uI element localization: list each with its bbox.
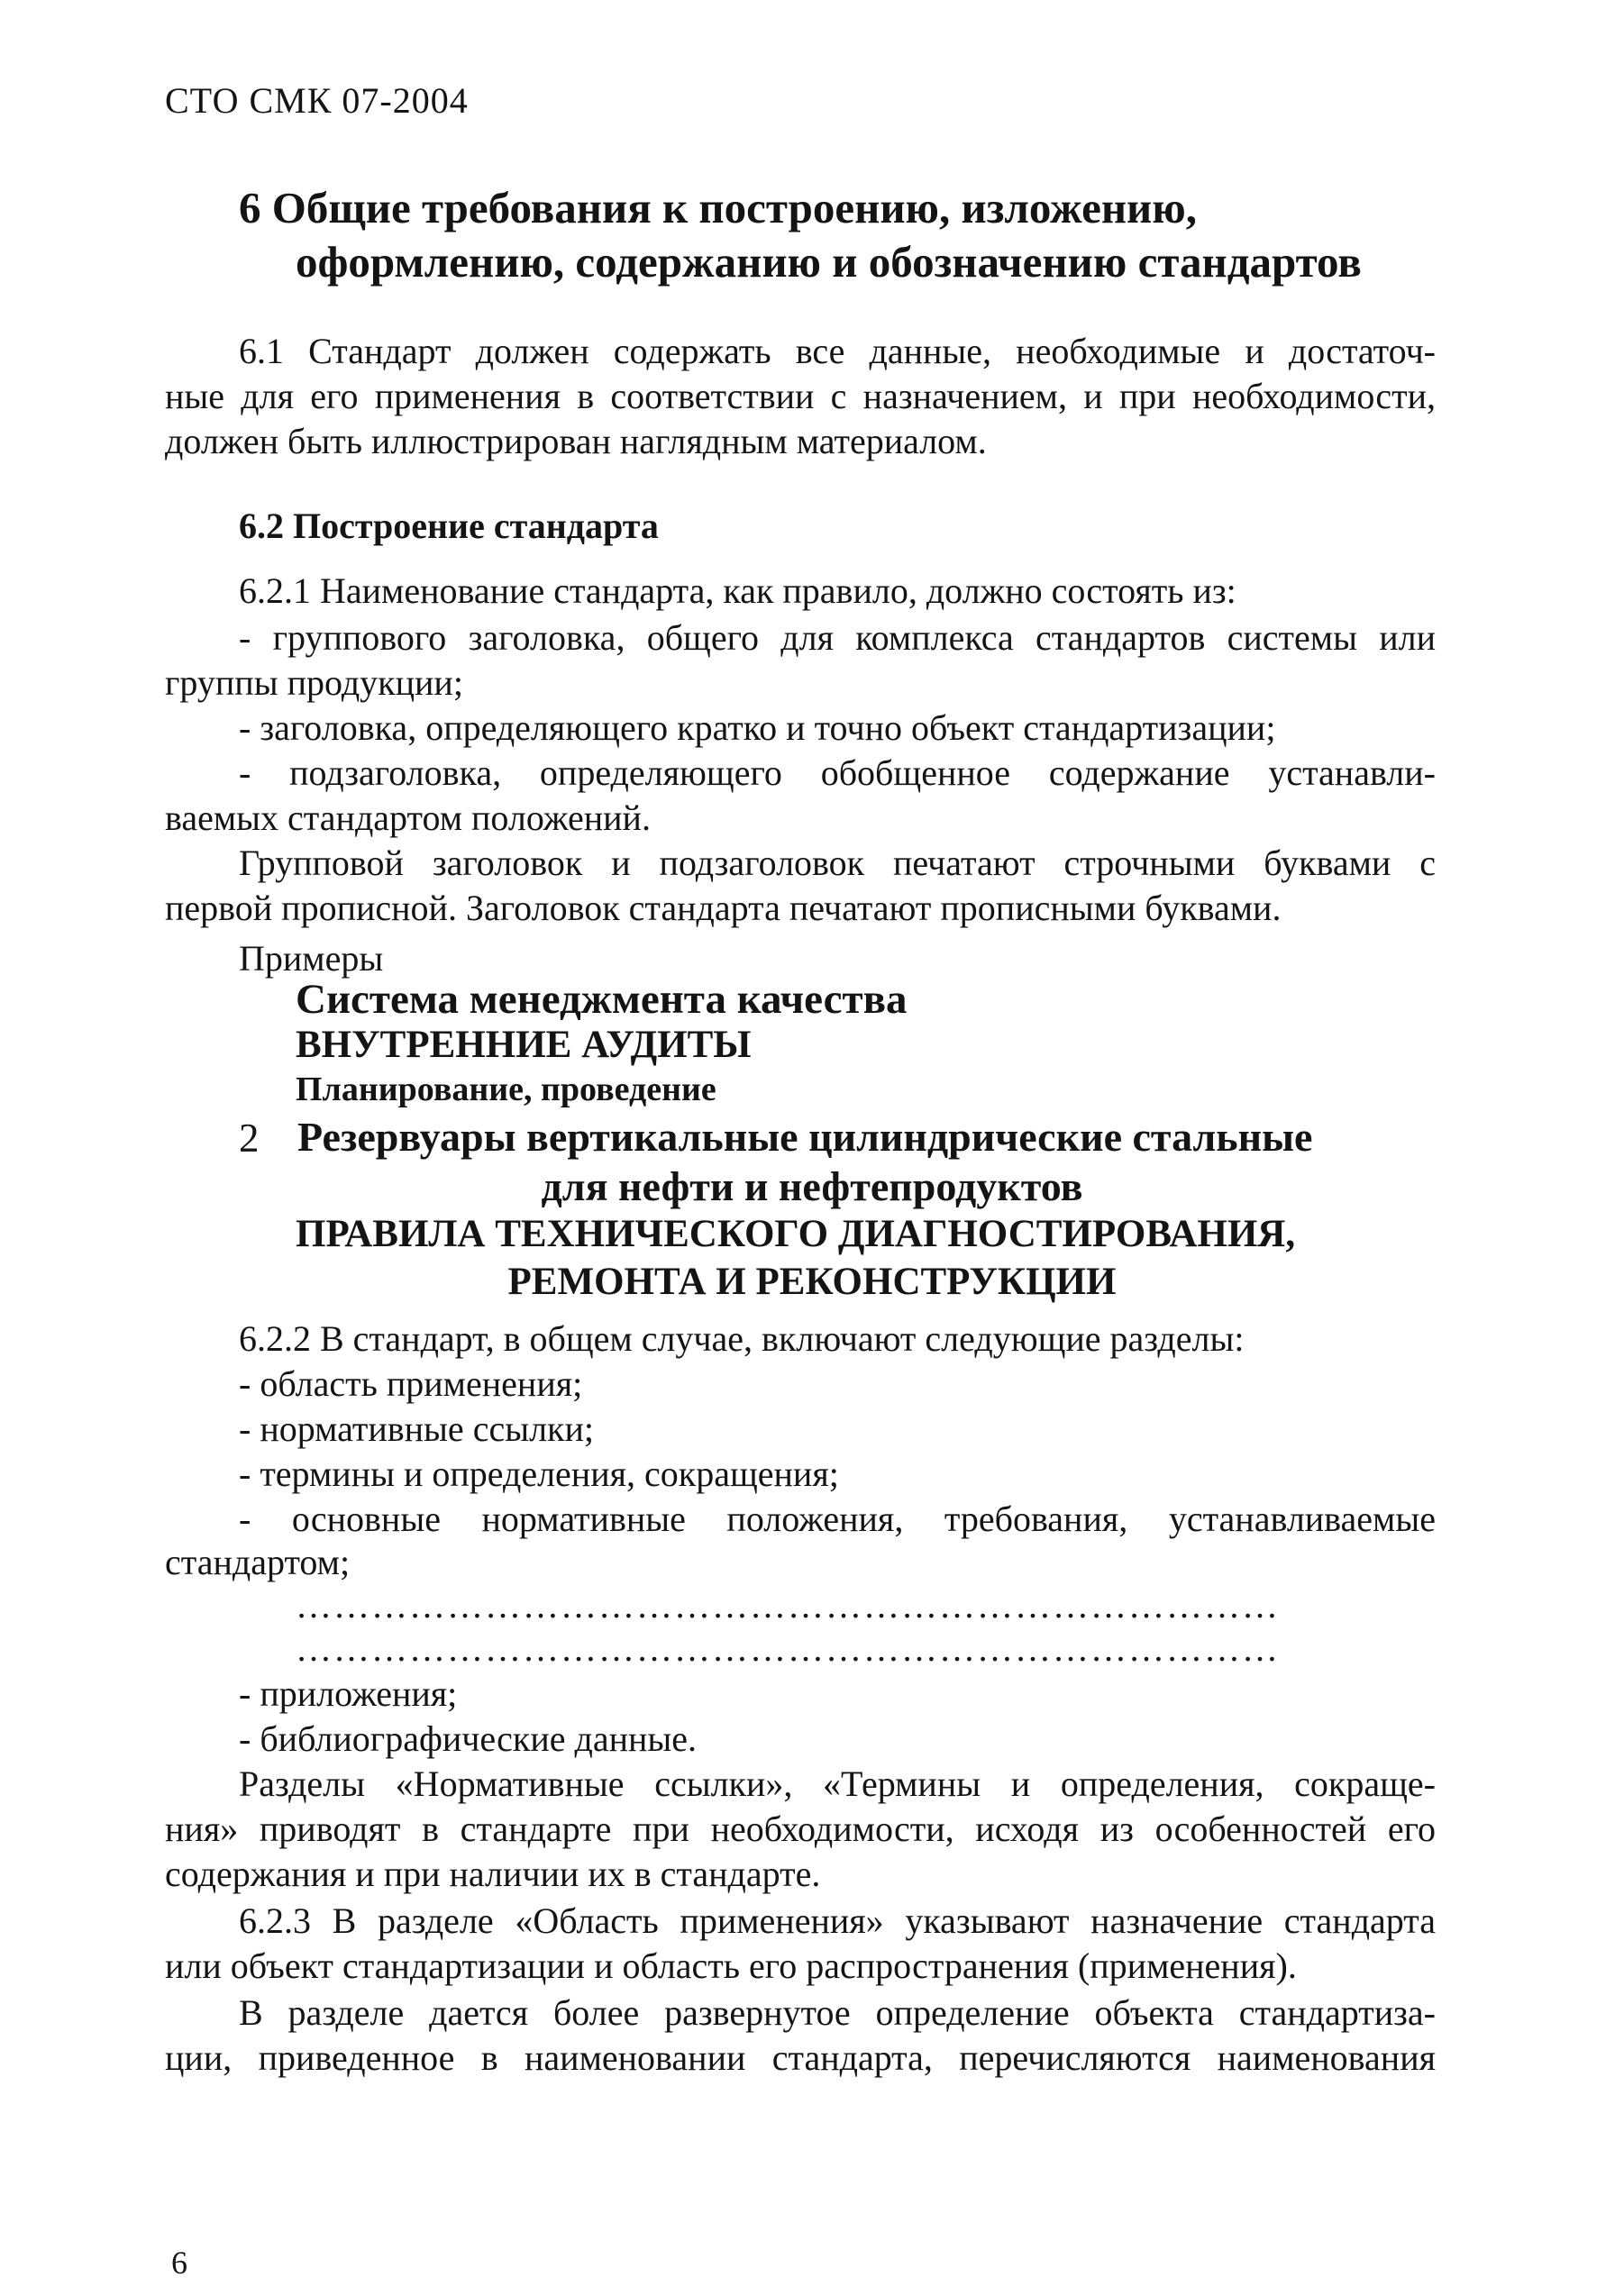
list-item-continuation: группы продукции; bbox=[165, 662, 463, 703]
example-number: 2 bbox=[239, 1116, 260, 1161]
example-title: РЕМОНТА И РЕКОНСТРУКЦИИ bbox=[507, 1261, 1117, 1303]
paragraph-line: 6.1 Стандарт должен содержать все данные, необходимые и достаточ- bbox=[239, 331, 1436, 371]
paragraph-line: первой прописной. Заголовок стандарта печатают прописными буквами. bbox=[165, 888, 1282, 928]
paragraph-line: ные для его применения в соответствии с назначением, и при необходимости, bbox=[165, 376, 1436, 416]
paragraph-line: 6.2.3 В разделе «Область применения» указывают назначение стандарта bbox=[239, 1900, 1436, 1941]
list-item-continuation: ваемых стандартом положений. bbox=[165, 797, 651, 838]
paragraph-line: содержания и при наличии их в стандарте. bbox=[165, 1854, 821, 1894]
paragraph-line: ния» приводят в стандарте при необходимости, исходя из особенностей его bbox=[165, 1809, 1436, 1849]
example-title: ВНУТРЕННИЕ АУДИТЫ bbox=[296, 1024, 752, 1066]
paragraph-line: 6.2.2 В стандарт, в общем случае, включают следующие разделы: bbox=[239, 1318, 1245, 1359]
list-item: - библиографические данные. bbox=[239, 1718, 698, 1759]
list-item: - подзаголовка, определяющего обобщенное содержание устанавли- bbox=[239, 752, 1436, 793]
example-subtitle: Планирование, проведение bbox=[296, 1071, 716, 1108]
list-item: - группового заголовка, общего для комплекса стандартов системы или bbox=[239, 617, 1436, 658]
list-item: - заголовка, определяющего кратко и точно объект стандартизации; bbox=[239, 707, 1276, 748]
list-item: - приложения; bbox=[239, 1673, 458, 1714]
paragraph-line: Групповой заголовок и подзаголовок печатают строчными буквами с bbox=[239, 843, 1436, 883]
list-item: - нормативные ссылки; bbox=[239, 1408, 594, 1449]
paragraph-line: В разделе дается более развернутое определение объекта стандартиза- bbox=[239, 1992, 1436, 2033]
subsection-heading: 6.2 Построение стандарта bbox=[239, 506, 659, 546]
paragraph-line: 6.2.1 Наименование стандарта, как правило, должно состоять из: bbox=[239, 570, 1236, 611]
page-number: 6 bbox=[171, 2245, 187, 2281]
list-item: - основные нормативные положения, требования, устанавливаемые bbox=[239, 1499, 1436, 1539]
paragraph-line: ции, приведенное в наименовании стандарта, перечисляются наименования bbox=[165, 2037, 1436, 2078]
ellipsis-line: …………………………………………………………………… bbox=[296, 1585, 1280, 1626]
paragraph-line: Разделы «Нормативные ссылки», «Термины и определения, сокраще- bbox=[239, 1763, 1436, 1804]
document-code: СТО СМК 07-2004 bbox=[165, 80, 469, 121]
example-title: ПРАВИЛА ТЕХНИЧЕСКОГО ДИАГНОСТИРОВАНИЯ, bbox=[296, 1213, 1296, 1255]
paragraph-line: или объект стандартизации и область его распространения (применения). bbox=[165, 1945, 1297, 1986]
example-group-heading: Система менеджмента качества bbox=[296, 976, 908, 1023]
list-item-continuation: стандартом; bbox=[165, 1542, 351, 1582]
ellipsis-line: …………………………………………………………………… bbox=[296, 1628, 1280, 1669]
example-group-heading: Резервуары вертикальные цилиндрические стальные bbox=[297, 1114, 1313, 1160]
section-title-line-2: оформлению, содержанию и обозначению стандартов bbox=[296, 237, 1362, 287]
example-group-heading: для нефти и нефтепродуктов bbox=[541, 1163, 1083, 1209]
paragraph-line: должен быть иллюстрирован наглядным материалом. bbox=[165, 421, 987, 461]
examples-label: Примеры bbox=[239, 938, 384, 979]
section-title-line-1: 6 Общие требования к построению, изложению, bbox=[239, 183, 1197, 232]
list-item: - термины и определения, сокращения; bbox=[239, 1453, 839, 1494]
list-item: - область применения; bbox=[239, 1363, 583, 1404]
